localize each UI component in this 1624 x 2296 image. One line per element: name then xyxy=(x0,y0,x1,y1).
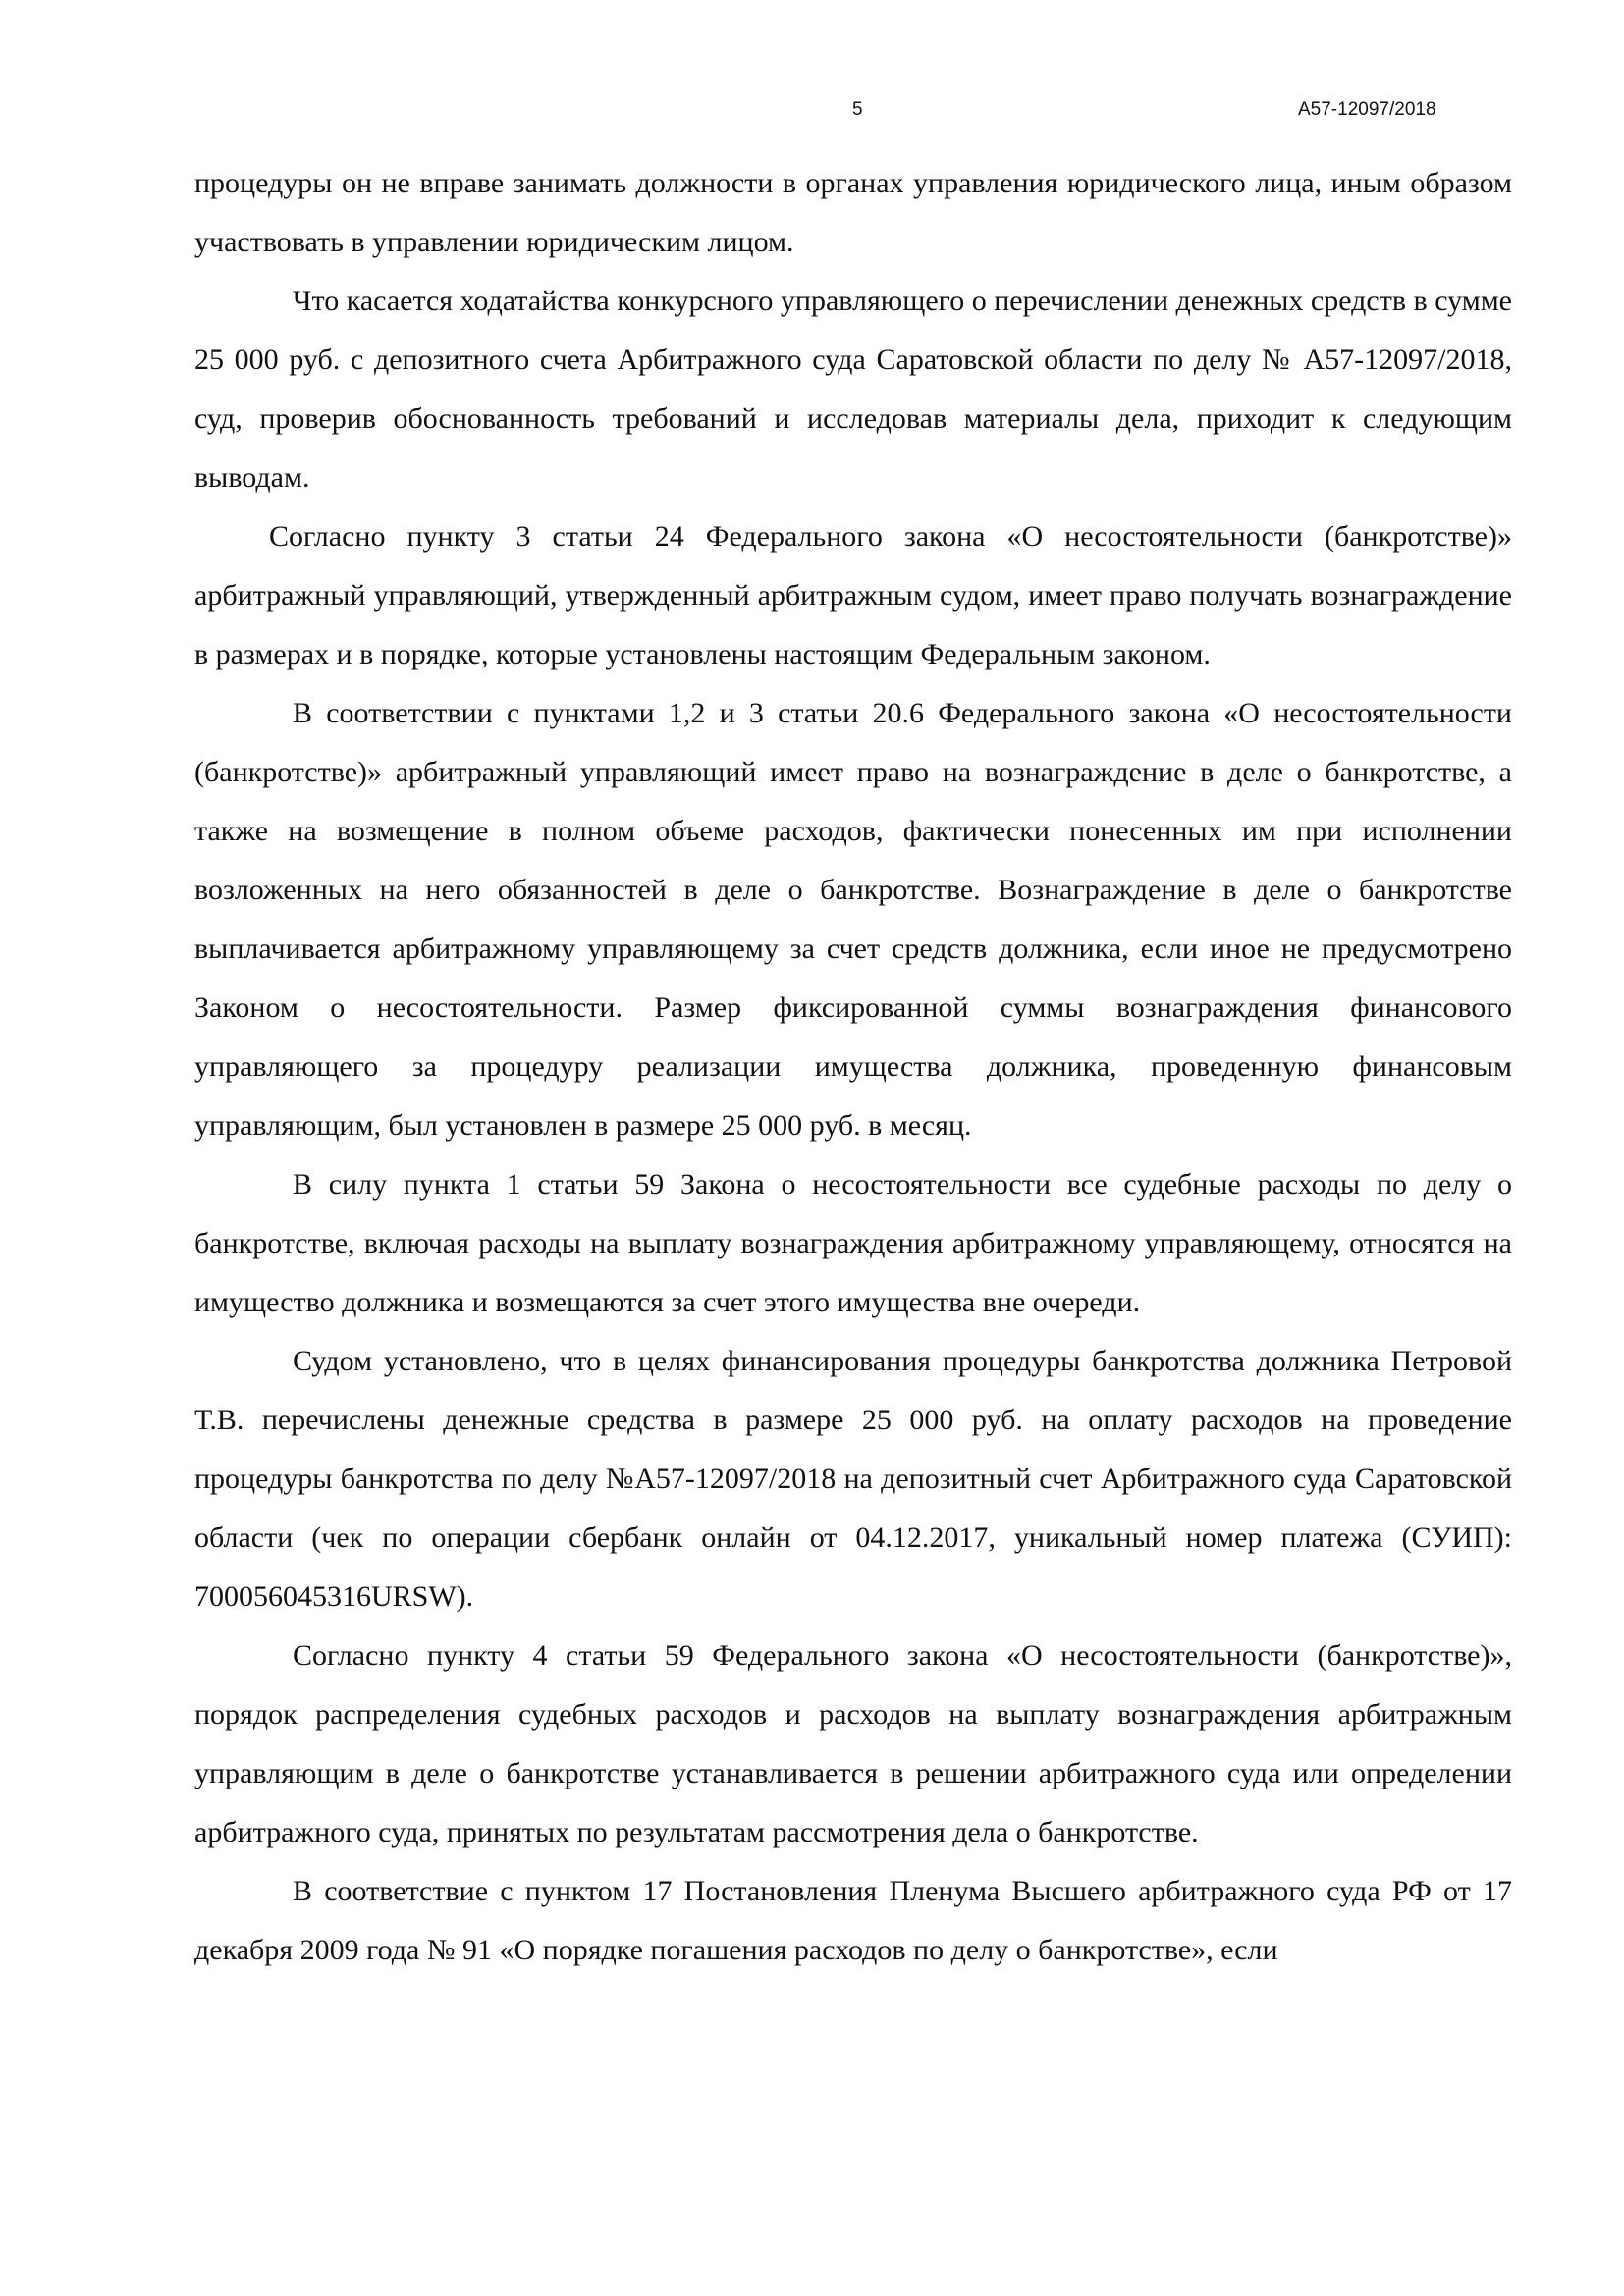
paragraph-plenum-resolution: В соответствие с пунктом 17 Постановления Пленума Высшего арбитражного суда РФ от 17 декабря 2009 года № 91 «О порядке погашения расходов по делу о банкротстве», если xyxy=(194,1875,1512,1966)
paragraph-article-59-4: Согласно пункту 4 статьи 59 Федерального закона «О несостоятельности (банкротстве)», порядок распределения судебных расходов и расходов на выплату вознаграждения арбитражным управляющим в деле о банкротстве устанавливается в решении арбитражного суда или определении арбитражного суда, принятых по результатам рассмотрения дела о банкротстве. xyxy=(194,1639,1512,1848)
paragraph-continuation: процедуры он не вправе занимать должности в органах управления юридического лица, иным образом участвовать в управлении юридическим лицом. xyxy=(194,167,1512,258)
paragraph-article-20-6: В соответствии с пунктами 1,2 и 3 статьи 20.6 Федерального закона «О несостоятельности (банкротстве)» арбитражный управляющий имеет право на вознаграждение в деле о банкротстве, а также на возмещение в полном объеме расходов, фактически понесенных им при исполнении возложенных на него обязанностей в деле о банкротстве. Вознаграждение в деле о банкротстве выплачивается арбитражному управляющему за счет средств должника, если иное не предусмотрено Законом о несостоятельности. Размер фиксированной суммы вознаграждения финансового управляющего за процедуру реализации имущества должника, проведенную финансовым управляющим, был установлен в размере 25 000 руб. в месяц. xyxy=(194,697,1512,1142)
case-number: А57-12097/2018 xyxy=(1298,99,1436,120)
paragraph-article-59-1: В силу пункта 1 статьи 59 Закона о несостоятельности все судебные расходы по делу о банкротстве, включая расходы на выплату вознаграждения арбитражному управляющему, относятся на имущество должника и возмещаются за счет этого имущества вне очереди. xyxy=(194,1168,1512,1318)
paragraph-court-established: Судом установлено, что в целях финансирования процедуры банкротства должника Петровой Т.В. перечислены денежные средства в размере 25 000 руб. на оплату расходов на проведение процедуры банкротства по делу №А57-12097/2018 на депозитный счет Арбитражного суда Саратовской области (чек по операции сбербанк онлайн от 04.12.2017, уникальный номер платежа (СУИП): 700056045316URSW). xyxy=(194,1345,1512,1613)
paragraph-petition: Что касается ходатайства конкурсного управляющего о перечислении денежных средств в сумме 25 000 руб. с депозитного счета Арбитражного суда Саратовской области по делу № А57-12097/2018, суд, проверив обоснованность требований и исследовав материалы дела, приходит к следующим выводам. xyxy=(194,285,1512,494)
paragraph-article-24: Согласно пункту 3 статьи 24 Федерального закона «О несостоятельности (банкротстве)» арбитражный управляющий, утвержденный арбитражным судом, имеет право получать вознаграждение в размерах и в порядке, которые установлены настоящим Федеральным законом. xyxy=(194,520,1512,670)
document-body xyxy=(194,154,1512,1980)
page-number: 5 xyxy=(852,99,863,120)
